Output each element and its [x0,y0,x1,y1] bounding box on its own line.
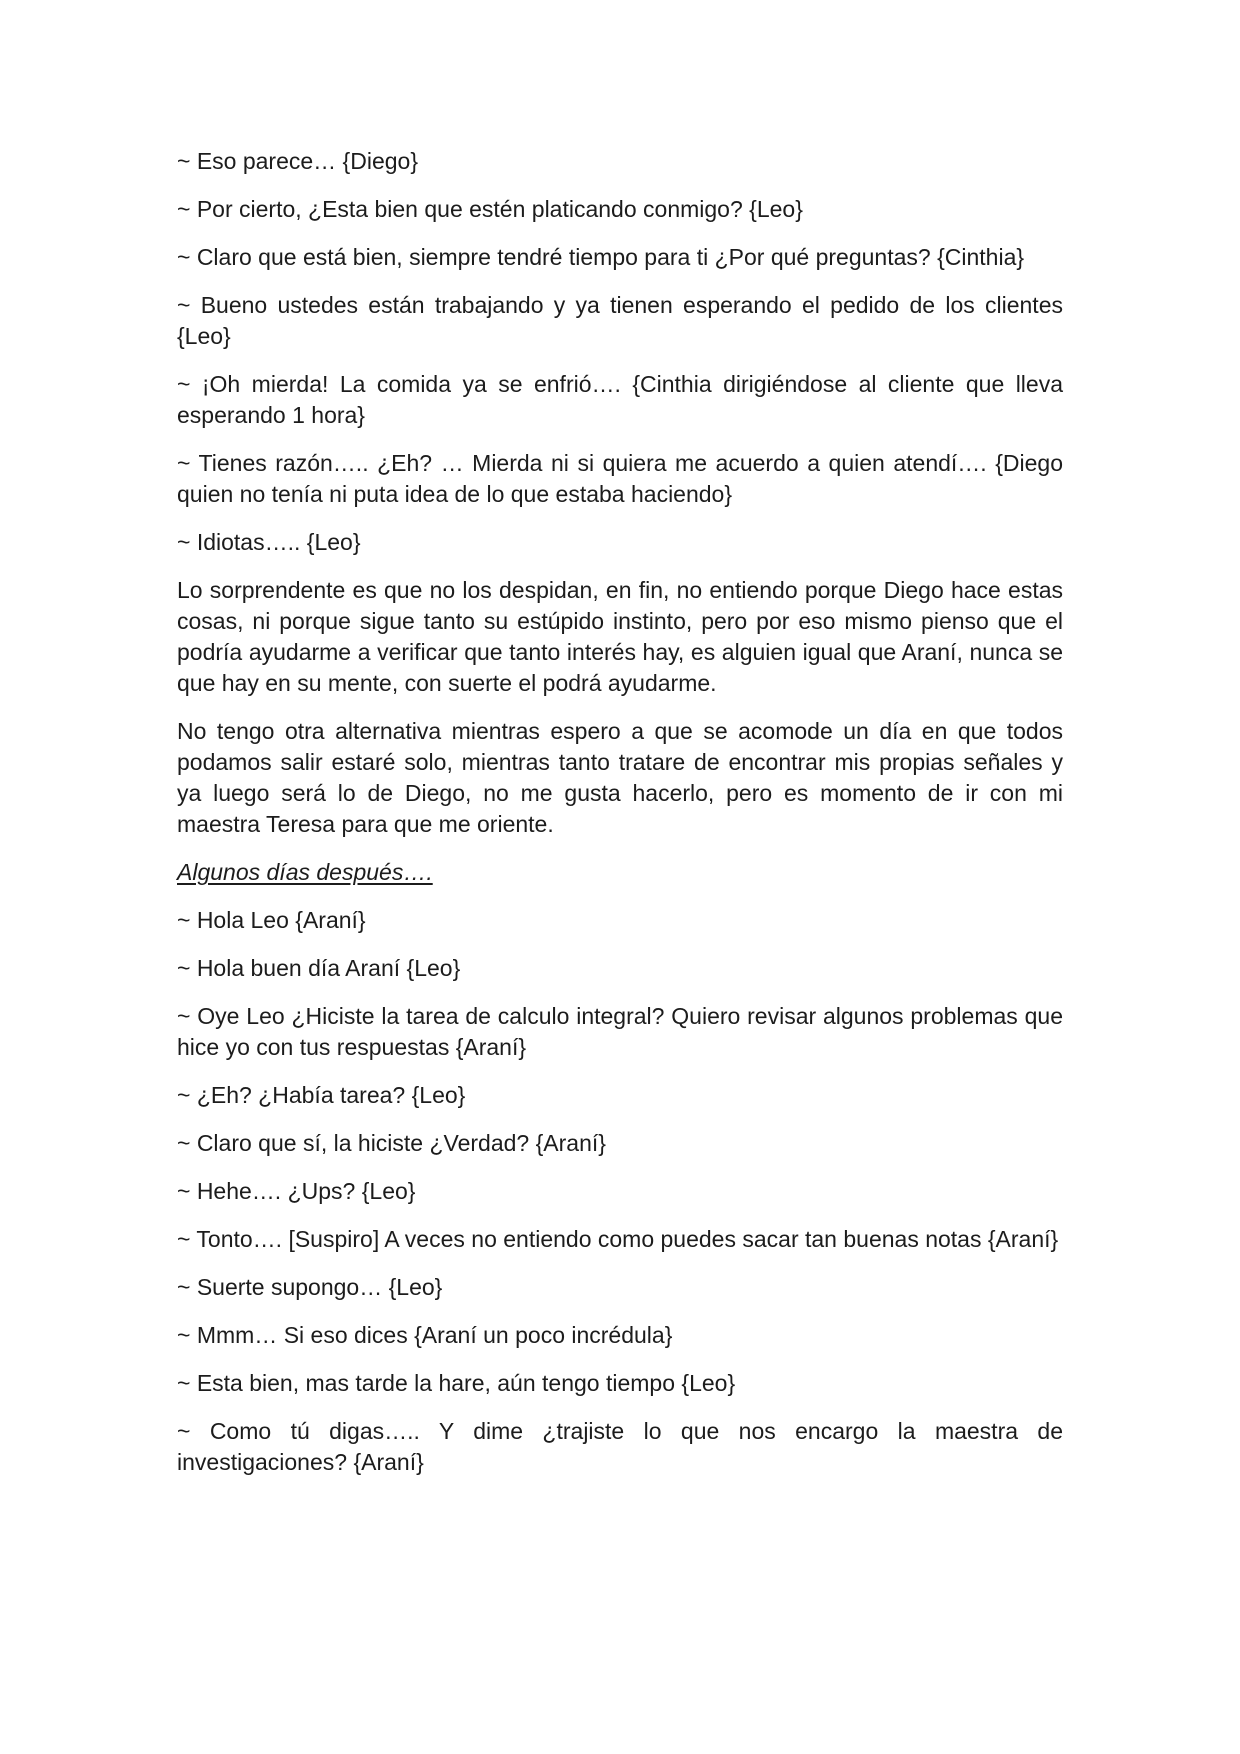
paragraph: ~ Idiotas….. {Leo} [177,529,361,555]
dialogue-line: ~ Hehe…. ¿Ups? {Leo} [177,1178,416,1204]
paragraph: Lo sorprendente es que no los despidan, en fin, no entiendo porque Diego hace estas cosas, ni porque sigue tanto su estúpido instinto, pero por eso mismo pienso que el podría ayudarme a verificar que tanto interés hay, es alguien igual que Araní, nunca se que hay en su mente, con suerte el podrá ayudarme. [177,577,1063,696]
dialogue-line: ~ Como tú digas….. Y dime ¿trajiste lo que nos encargo la maestra de investigaciones? {Araní} [177,1418,1063,1475]
paragraph: ~ Eso parece… {Diego} [177,148,419,174]
dialogue-line: ~ Esta bien, mas tarde la hare, aún tengo tiempo {Leo} [177,1370,736,1396]
dialogue-line: ~ ¿Eh? ¿Había tarea? {Leo} [177,1082,466,1108]
paragraph: ~ ¡Oh mierda! La comida ya se enfrió…. {Cinthia dirigiéndose al cliente que lleva esperando 1 hora} [177,371,1063,428]
document-page [177,146,1063,1495]
dialogue-line: ~ Mmm… Si eso dices {Araní un poco incrédula} [177,1322,673,1348]
dialogue-line: ~ Suerte supongo… {Leo} [177,1274,443,1300]
paragraph: No tengo otra alternativa mientras espero a que se acomode un día en que todos podamos salir estaré solo, mientras tanto tratare de encontrar mis propias señales y ya luego será lo de Diego, no me gusta hacerlo, pero es momento de ir con mi maestra Teresa para que me oriente. [177,718,1063,837]
dialogue-line: ~ Oye Leo ¿Hiciste la tarea de calculo integral? Quiero revisar algunos problemas que hice yo con tus respuestas {Araní} [177,1003,1063,1060]
paragraph: ~ Por cierto, ¿Esta bien que estén platicando conmigo? {Leo} [177,196,803,222]
paragraph: ~ Claro que está bien, siempre tendré tiempo para ti ¿Por qué preguntas? {Cinthia} [177,244,1025,270]
paragraph: ~ Tienes razón….. ¿Eh? … Mierda ni si quiera me acuerdo a quien atendí…. {Diego quien no tenía ni puta idea de lo que estaba haciendo} [177,450,1063,507]
dialogue-line: ~ Tonto…. [Suspiro] A veces no entiendo como puedes sacar tan buenas notas {Araní} [177,1226,1059,1252]
dialogue-line: ~ Hola Leo {Araní} [177,907,366,933]
dialogue-line: ~ Claro que sí, la hiciste ¿Verdad? {Araní} [177,1130,606,1156]
section-heading: Algunos días después…. [177,859,433,885]
paragraph: ~ Bueno ustedes están trabajando y ya tienen esperando el pedido de los clientes {Leo} [177,292,1063,349]
dialogue-line: ~ Hola buen día Araní {Leo} [177,955,461,981]
